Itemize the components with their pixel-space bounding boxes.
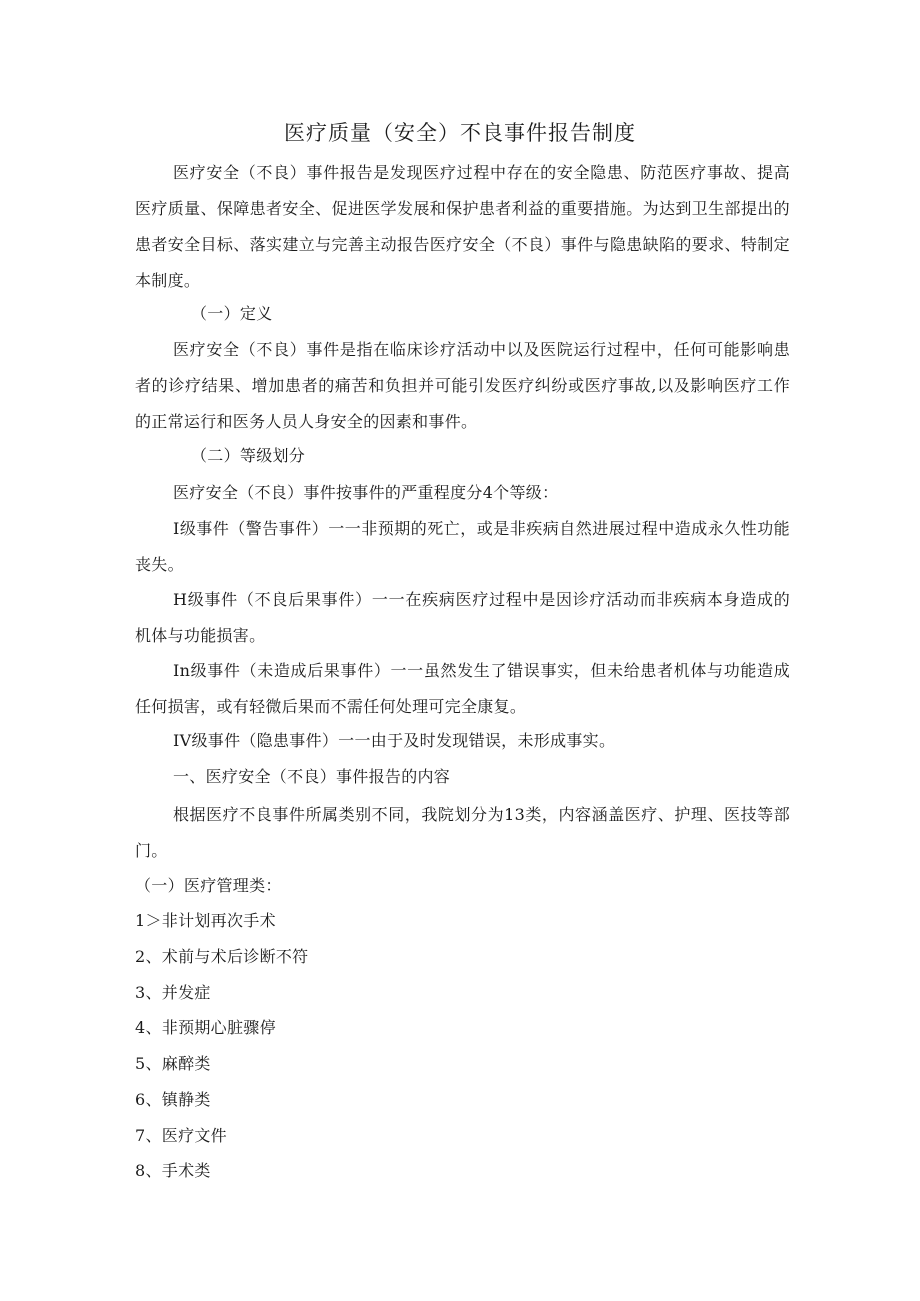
list-item: 1＞非计划再次手术: [135, 911, 276, 930]
level-2-paragraph: H级事件（不良后果事件）一一在疾病医疗过程中是因诊疗活动而非疾病本身造成的机体与功能损害。: [135, 590, 790, 645]
list-item: 4、非预期心脏骤停: [135, 1018, 276, 1037]
intro-paragraph: 医疗安全（不良）事件报告是发现医疗过程中存在的安全隐患、防范医疗事故、提高医疗质量、保障患者安全、促进医学发展和保护患者利益的重要措施。为达到卫生部提出的患者安全目标、落实建立与完善主动报告医疗安全（不良）事件与隐患缺陷的要求、特制定本制度。: [135, 163, 790, 290]
level-3-paragraph: In级事件（未造成后果事件）一一虽然发生了错误事实，但未给患者机体与功能造成任何损害，或有轻微后果而不需任何处理可完全康复。: [135, 661, 790, 716]
grading-intro-paragraph: 医疗安全（不良）事件按事件的严重程度分4个等级：: [173, 483, 559, 502]
document-title: 医疗质量（安全）不良事件报告制度: [284, 121, 636, 145]
grading-heading: （二）等级划分: [191, 446, 306, 465]
list-item: 8、手术类: [135, 1161, 211, 1180]
content-heading: 一、医疗安全（不良）事件报告的内容: [173, 767, 451, 786]
list-item: 3、并发症: [135, 983, 211, 1002]
definition-paragraph: 医疗安全（不良）事件是指在临床诊疗活动中以及医院运行过程中，任何可能影响患者的诊疗结果、增加患者的痛苦和负担并可能引发医疗纠纷或医疗事故,以及影响医疗工作的正常运行和医务人员人身安全的因素和事件。: [135, 340, 790, 431]
definition-heading: （一）定义: [191, 304, 273, 323]
medical-management-heading: （一）医疗管理类：: [135, 876, 282, 895]
list-item: 6、镇静类: [135, 1090, 211, 1109]
list-item: 2、术前与术后诊断不符: [135, 947, 309, 966]
level-4-paragraph: IV级事件（隐患事件）一一由于及时发现错误，未形成事实。: [173, 731, 616, 750]
content-paragraph: 根据医疗不良事件所属类别不同，我院划分为13类，内容涵盖医疗、护理、医技等部门。: [135, 805, 790, 860]
level-1-paragraph: I级事件（警告事件）一一非预期的死亡，或是非疾病自然进展过程中造成永久性功能丧失。: [135, 519, 790, 574]
list-item: 7、医疗文件: [135, 1126, 227, 1145]
list-item: 5、麻醉类: [135, 1054, 211, 1073]
